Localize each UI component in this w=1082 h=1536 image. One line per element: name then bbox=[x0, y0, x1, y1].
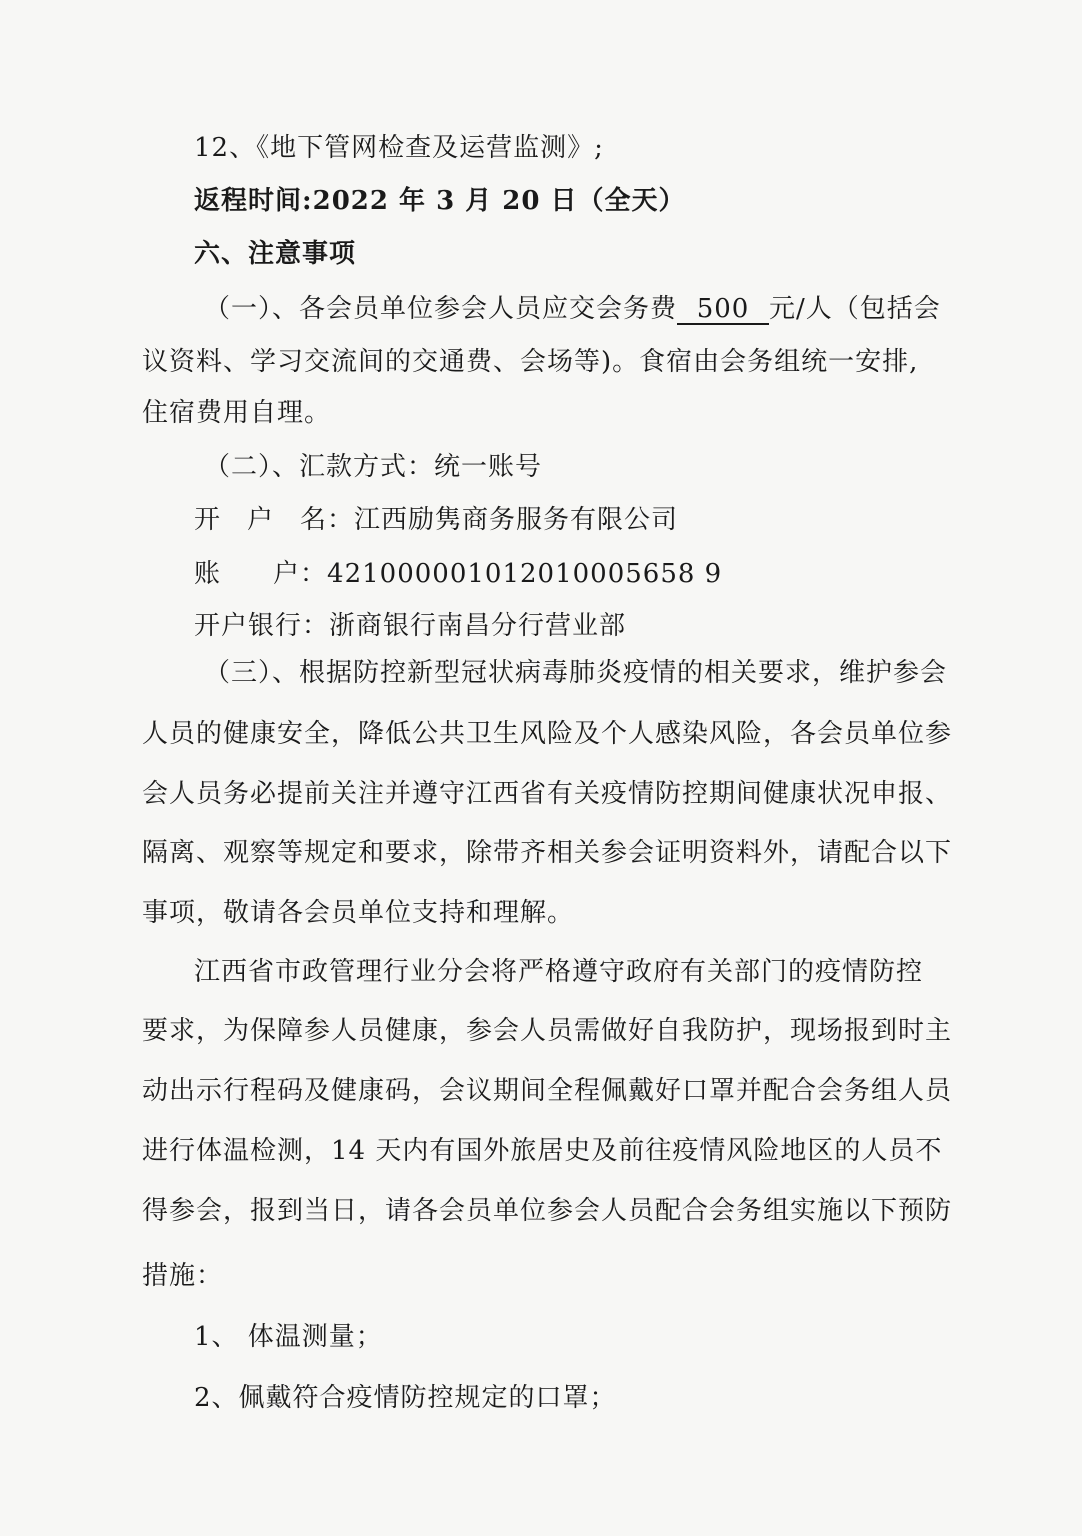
bank-label: 开户银行： bbox=[194, 611, 330, 641]
fee-prefix: （一）、各会员单位参会人员应交会务费 bbox=[204, 294, 678, 324]
covid-paragraph-line5: 事项，敬请各会员单位支持和理解。 bbox=[142, 898, 575, 928]
account-number-row bbox=[194, 558, 994, 590]
association-paragraph-line1: 江西省市政管理行业分会将严格遵守政府有关部门的疫情防控 bbox=[194, 957, 924, 987]
return-time-value: 2022 年 3 月 20 日（全天） bbox=[312, 186, 686, 216]
return-time bbox=[194, 185, 994, 217]
account-number-label-1: 账 bbox=[194, 559, 222, 589]
measure-1: 1、 体温测量； bbox=[194, 1322, 383, 1352]
association-paragraph-line2: 要求，为保障参人员健康，参会人员需做好自我防护，现场报到时主 bbox=[142, 1016, 953, 1046]
association-paragraph-line3: 动出示行程码及健康码，会议期间全程佩戴好口罩并配合会务组人员 bbox=[142, 1076, 953, 1106]
account-number-label-2: 户： bbox=[273, 559, 328, 589]
fee-paragraph-line2: 议资料、学习交流间的交通费、会场等)。食宿由会务组统一安排, bbox=[142, 347, 919, 377]
account-name-label-3: 名： bbox=[300, 505, 355, 535]
fee-paragraph-line1 bbox=[204, 293, 1004, 325]
fee-amount: 500 bbox=[677, 295, 769, 325]
remittance-method: （二）、汇款方式：统一账号 bbox=[204, 452, 543, 482]
bank-row bbox=[194, 610, 994, 642]
fee-paragraph-line3: 住宿费用自理。 bbox=[142, 398, 332, 428]
account-number-value: 421000001012010005658 9 bbox=[327, 559, 723, 589]
association-paragraph-line6: 措施： bbox=[142, 1261, 224, 1291]
covid-paragraph-line4: 隔离、观察等规定和要求，除带齐相关参会证明资料外，请配合以下 bbox=[142, 838, 953, 868]
fee-suffix: 元/人（包括会 bbox=[769, 294, 941, 324]
return-time-label: 返程时间: bbox=[194, 186, 313, 216]
measure-2: 2、佩戴符合疫情防控规定的口罩； bbox=[194, 1383, 617, 1413]
association-paragraph-line5: 得参会，报到当日，请各会员单位参会人员配合会务组实施以下预防 bbox=[142, 1196, 953, 1226]
account-name-label-1: 开 bbox=[194, 505, 222, 535]
account-name-label-2: 户 bbox=[247, 505, 275, 535]
covid-paragraph-line3: 会人员务必提前关注并遵守江西省有关疫情防控期间健康状况申报、 bbox=[142, 779, 953, 809]
covid-paragraph-line1: （三）、根据防控新型冠状病毒肺炎疫情的相关要求，维护参会 bbox=[204, 658, 948, 688]
section-heading: 六、注意事项 bbox=[194, 239, 357, 269]
association-paragraph-line4: 进行体温检测，14 天内有国外旅居史及前往疫情风险地区的人员不 bbox=[142, 1136, 943, 1166]
account-name-row bbox=[194, 504, 994, 536]
covid-paragraph-line2: 人员的健康安全，降低公共卫生风险及个人感染风险，各会员单位参 bbox=[142, 719, 953, 749]
account-name-value: 江西励隽商务服务有限公司 bbox=[354, 505, 679, 535]
bank-value: 浙商银行南昌分行营业部 bbox=[329, 611, 627, 641]
item-12: 12、《地下管网检查及运营监测》; bbox=[194, 133, 604, 163]
